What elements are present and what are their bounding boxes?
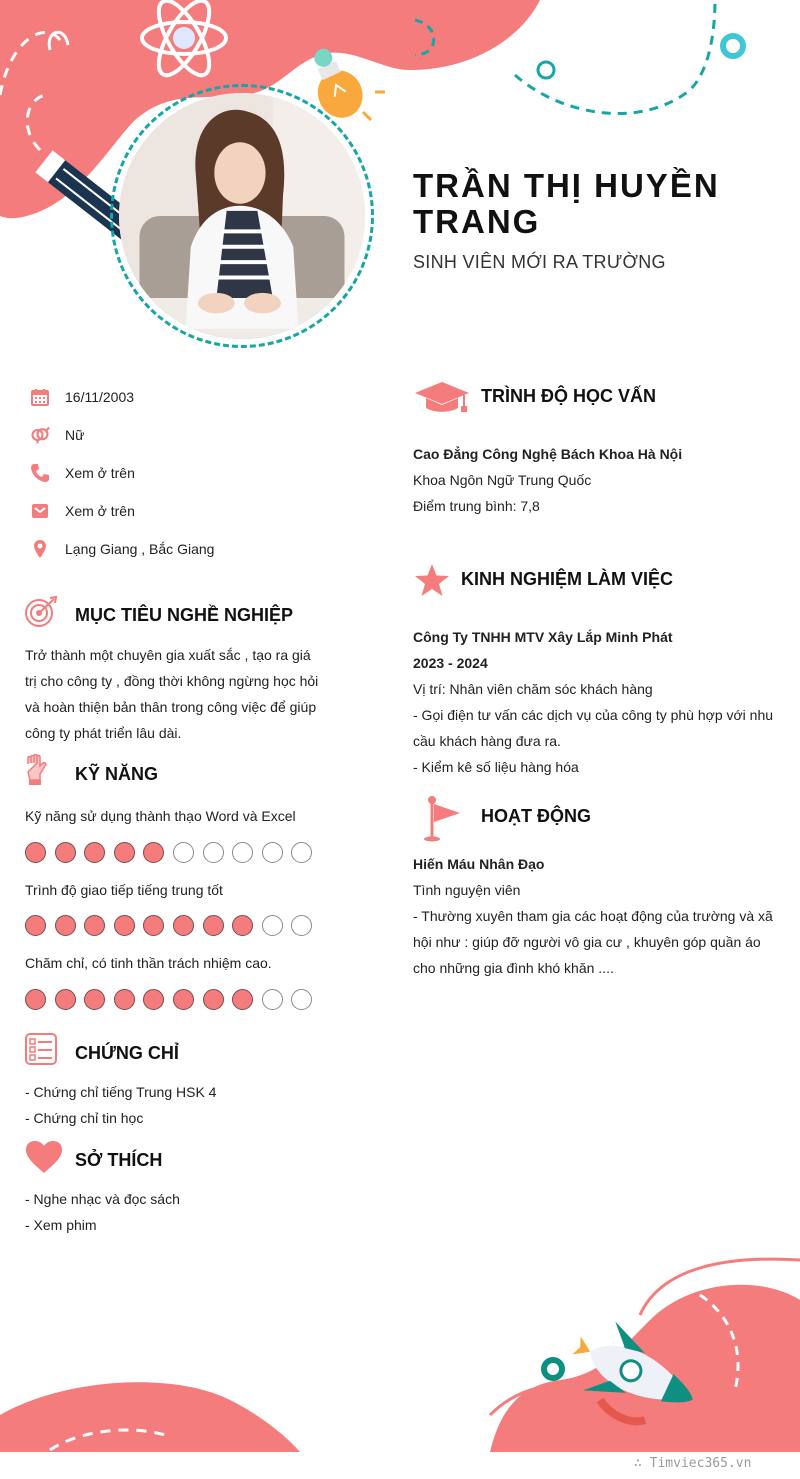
gender-icon: [30, 425, 50, 445]
skill-dot-filled: [25, 915, 46, 936]
skill-dot-filled: [25, 842, 46, 863]
skill-dot-filled: [114, 842, 135, 863]
skill-dot-filled: [143, 915, 164, 936]
experience-position: Vị trí: Nhân viên chăm sóc khách hàng: [413, 681, 653, 697]
skill-rating: [25, 915, 312, 936]
skill-dot-empty: [262, 989, 283, 1010]
skill-dot-filled: [84, 989, 105, 1010]
location-pin-icon: [30, 539, 50, 559]
avatar-frame: [110, 84, 374, 348]
skill-dot-filled: [55, 915, 76, 936]
activities-title: HOẠT ĐỘNG: [481, 806, 591, 826]
experience-details: [413, 624, 783, 780]
skill-dot-empty: [232, 842, 253, 863]
activities-details: [413, 851, 783, 981]
skills-title: KỸ NĂNG: [75, 764, 159, 784]
skill-dot-filled: [203, 915, 224, 936]
skill-dot-filled: [55, 989, 76, 1010]
education-major: Khoa Ngôn Ngữ Trung Quốc: [413, 472, 592, 488]
portrait-image: [119, 93, 365, 339]
skill-dot-filled: [143, 989, 164, 1010]
education-gpa: Điểm trung bình: 7,8: [413, 498, 540, 514]
skill-dot-filled: [143, 842, 164, 863]
footer-decoration: [0, 1240, 800, 1455]
avatar: [119, 93, 365, 339]
phone-icon: [30, 463, 50, 483]
activity-org: Hiến Máu Nhân Đạo: [413, 856, 545, 872]
experience-line: - Kiểm kê số liệu hàng hóa: [413, 759, 579, 775]
graduation-cap-icon: [414, 380, 470, 414]
skill-dot-filled: [114, 989, 135, 1010]
calendar-icon: [30, 387, 50, 407]
objective-title: MỤC TIÊU NGHỀ NGHIỆP: [75, 605, 294, 625]
gender-value: Nữ: [65, 427, 85, 443]
contact-email: [30, 499, 135, 523]
activity-line: - Thường xuyên tham gia các hoạt động của trường và xã: [413, 908, 773, 924]
education-title: TRÌNH ĐỘ HỌC VẤN: [481, 386, 656, 406]
experience-period: 2023 - 2024: [413, 655, 488, 671]
objective-line: công ty phát triển lâu dài.: [25, 725, 182, 741]
objective-line: Trở thành một chuyên gia xuất sắc , tạo ra giá: [25, 647, 311, 663]
certificate-item: - Chứng chỉ tin học: [25, 1110, 144, 1126]
experience-line: - Gọi điện tư vấn các dịch vụ của công ty phù hợp với nhu: [413, 707, 774, 723]
skill-label: Chăm chỉ, có tinh thần trách nhiệm cao.: [25, 955, 272, 971]
skill-dot-filled: [25, 989, 46, 1010]
experience-line: cầu khách hàng đưa ra.: [413, 733, 561, 749]
hobbies-list: [25, 1186, 180, 1238]
contact-birthday: [30, 385, 135, 409]
activity-line: cho những gia đình khó khăn ....: [413, 960, 614, 976]
certificate-item: - Chứng chỉ tiếng Trung HSK 4: [25, 1084, 217, 1100]
skill-dot-filled: [173, 915, 194, 936]
skill-dot-filled: [232, 915, 253, 936]
flag-icon: [420, 796, 464, 842]
candidate-role: SINH VIÊN MỚI RA TRƯỜNG: [413, 252, 666, 272]
skill-label: Kỹ năng sử dụng thành thạo Word và Excel: [25, 808, 296, 824]
activity-role: Tình nguyện viên: [413, 882, 521, 898]
skill-dot-filled: [232, 989, 253, 1010]
objective-line: và hoàn thiện bản thân trong công việc để giúp: [25, 699, 317, 715]
skill-rating: [25, 989, 312, 1010]
skill-dot-filled: [84, 842, 105, 863]
skill-dot-empty: [291, 989, 312, 1010]
skill-dot-filled: [173, 989, 194, 1010]
certificates-list: [25, 1079, 216, 1131]
experience-company: Công Ty TNHH MTV Xây Lắp Minh Phát: [413, 629, 673, 645]
star-icon: [414, 563, 450, 597]
checklist-icon: [25, 1033, 57, 1065]
skill-rating: [25, 842, 312, 863]
skill-dot-filled: [84, 915, 105, 936]
experience-title: KINH NGHIỆM LÀM VIỆC: [461, 569, 674, 589]
skill-dot-empty: [262, 842, 283, 863]
email-icon: [30, 501, 50, 521]
skill-dot-empty: [203, 842, 224, 863]
objective-text: [25, 642, 318, 746]
watermark: ∴ Timviec365.vn: [634, 1456, 752, 1471]
education-school: Cao Đẳng Công Nghệ Bách Khoa Hà Nội: [413, 446, 683, 462]
address-value: Lạng Giang , Bắc Giang: [65, 541, 215, 557]
skill-dot-empty: [291, 842, 312, 863]
email-value: Xem ở trên: [65, 503, 135, 519]
activity-line: hội như : giúp đỡ người vô gia cư , khuyên góp quần áo: [413, 934, 761, 950]
coral-blob-bottom-left: [0, 1382, 300, 1452]
skill-label: Trình độ giao tiếp tiếng trung tốt: [25, 882, 223, 898]
contact-phone: [30, 461, 135, 485]
fist-icon: [25, 754, 49, 786]
birthday-value: 16/11/2003: [65, 389, 135, 405]
hobby-item: - Nghe nhạc và đọc sách: [25, 1191, 180, 1207]
skill-dot-filled: [203, 989, 224, 1010]
heart-icon: [25, 1140, 63, 1174]
contact-gender: [30, 423, 85, 447]
phone-value: Xem ở trên: [65, 465, 135, 481]
skill-dot-empty: [291, 915, 312, 936]
education-details: [413, 441, 682, 519]
skill-dot-empty: [262, 915, 283, 936]
skill-dot-filled: [114, 915, 135, 936]
skill-dot-empty: [173, 842, 194, 863]
hobby-item: - Xem phim: [25, 1217, 97, 1233]
hobbies-title: SỞ THÍCH: [75, 1150, 163, 1170]
target-icon: [24, 596, 58, 628]
candidate-name: TRẦN THỊ HUYỀN TRANG: [413, 167, 720, 240]
certificates-title: CHỨNG CHỈ: [75, 1043, 179, 1063]
contact-address: [30, 537, 215, 561]
skill-dot-filled: [55, 842, 76, 863]
objective-line: trị cho công ty , đồng thời không ngừng học hỏi: [25, 673, 319, 689]
